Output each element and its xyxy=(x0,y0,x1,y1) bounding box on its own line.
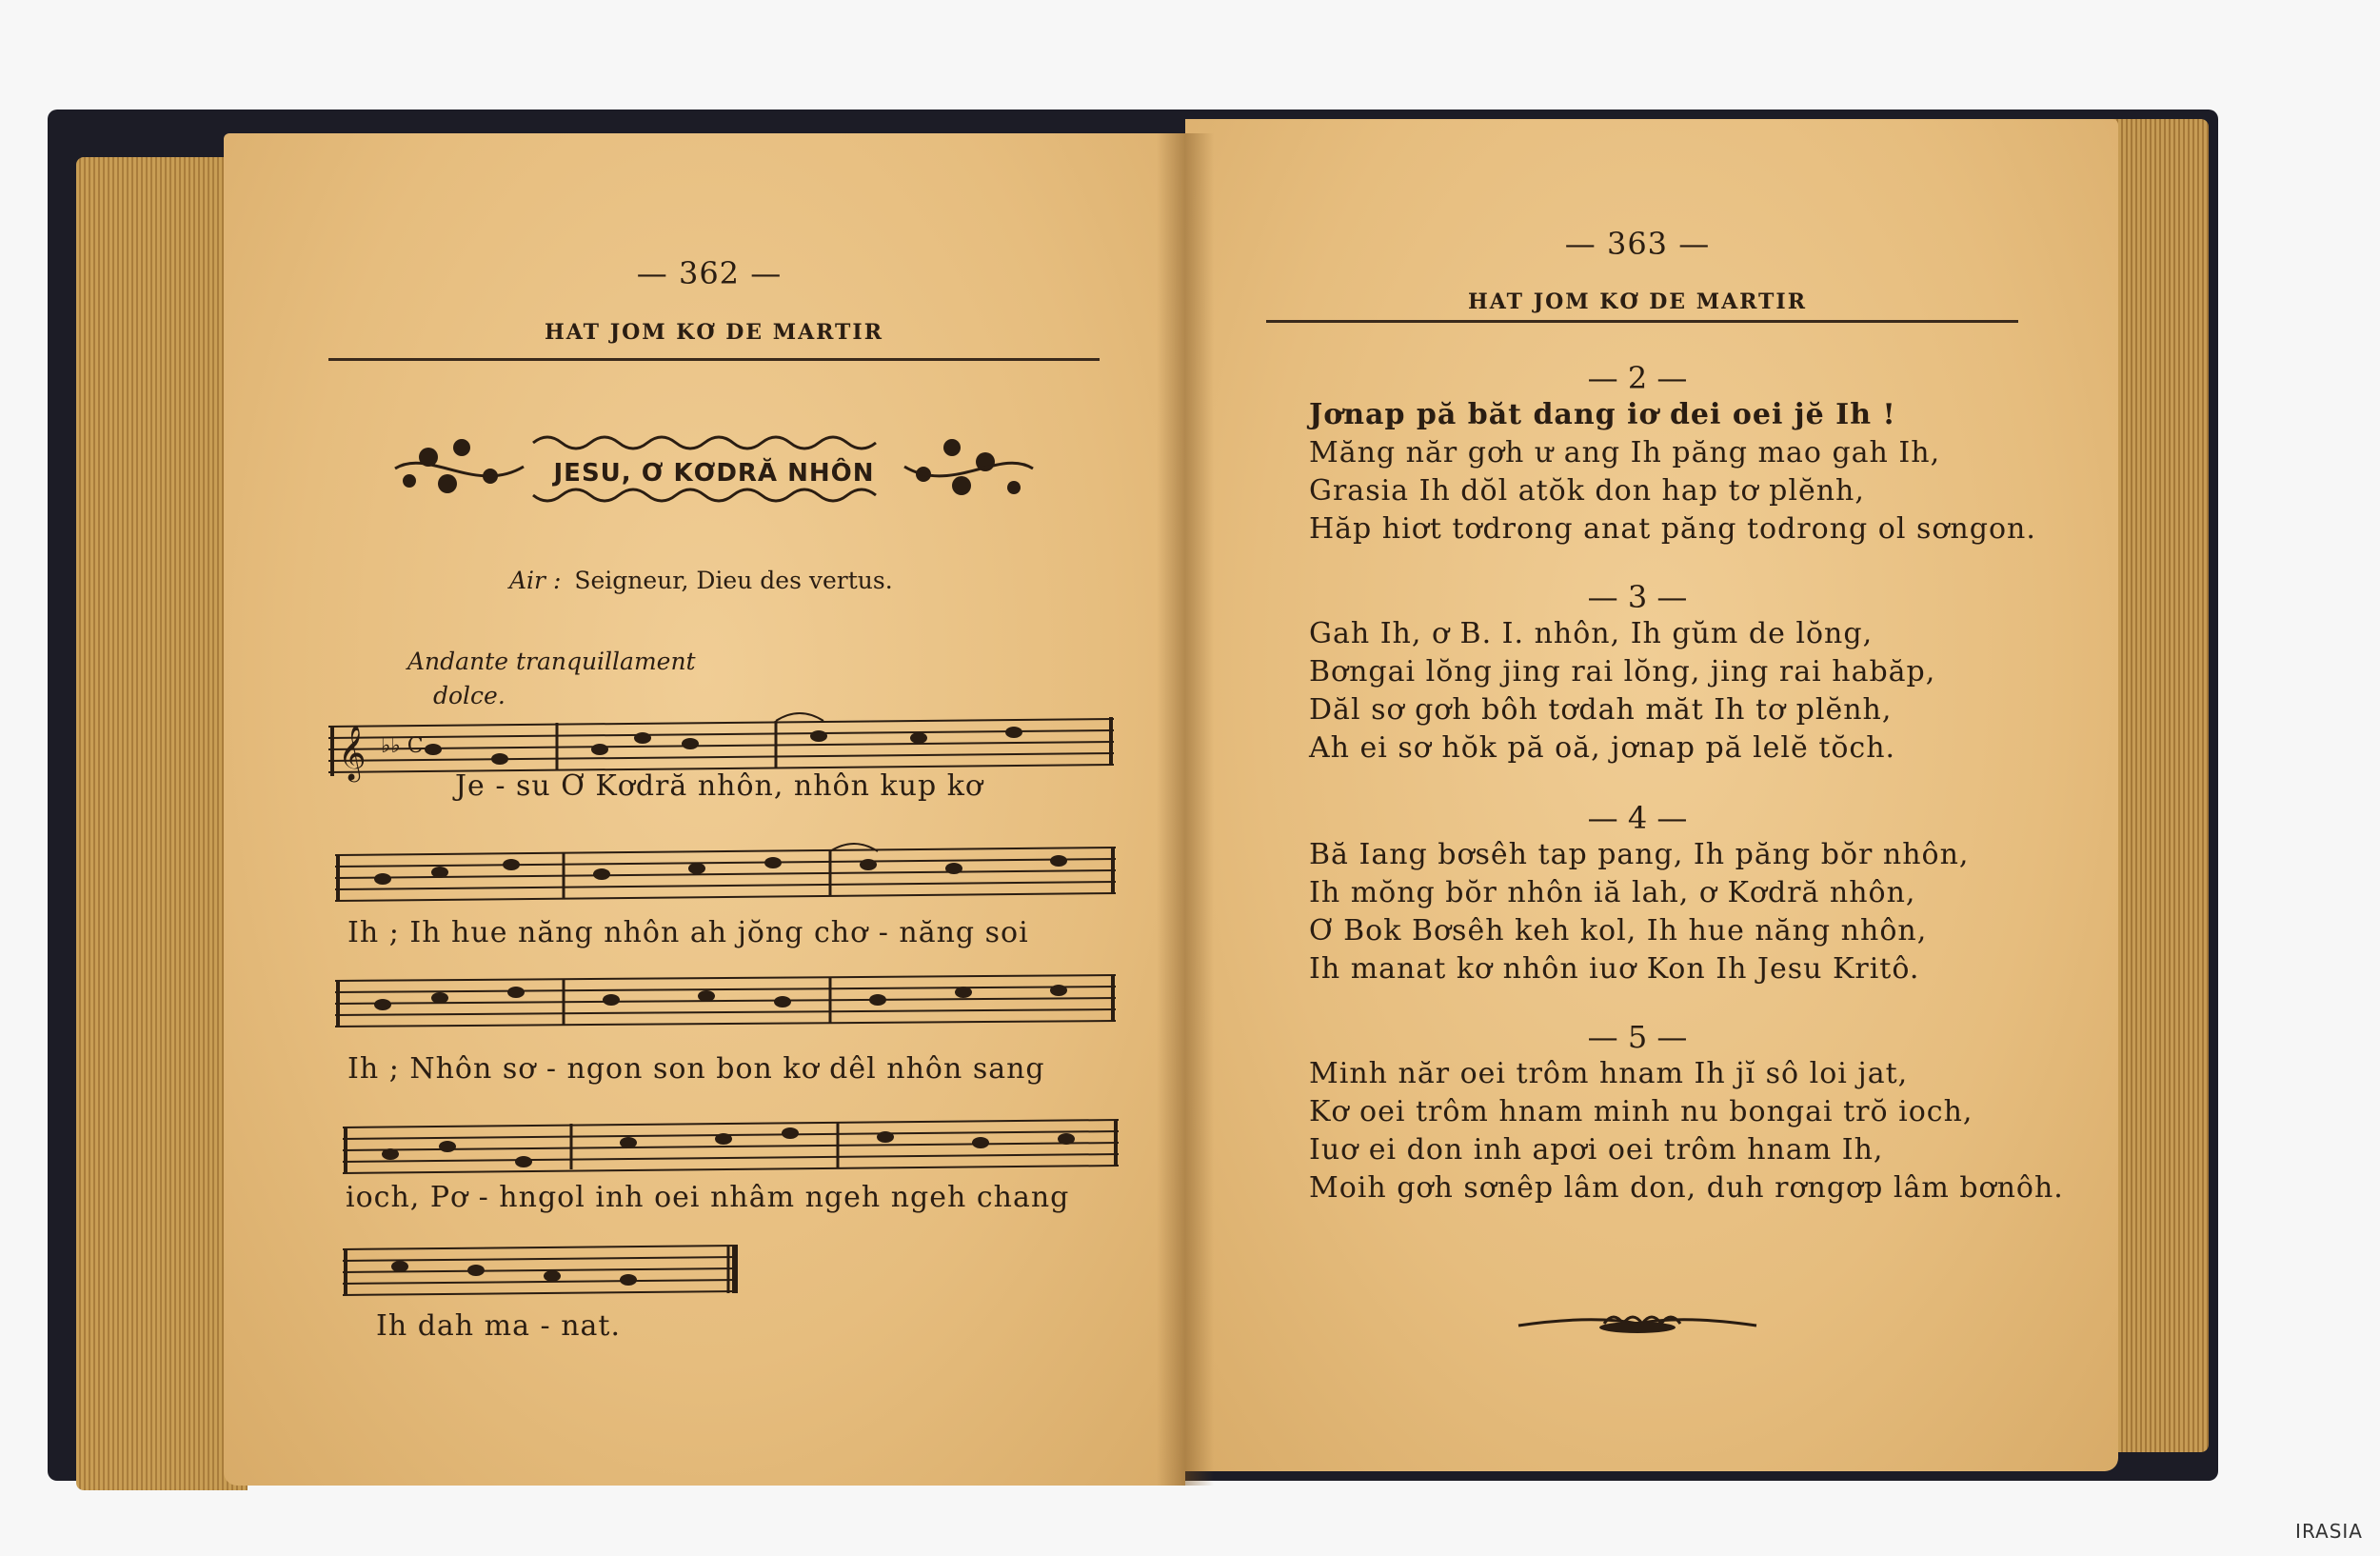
lyric-line-3: Ih ; Nhôn sơ - ngon son bon kơ dêl nhôn sang xyxy=(347,1052,1045,1086)
tailpiece-ornament xyxy=(1514,1305,1761,1343)
verse-line: Kơ oei trôm hnam minh nu bongai trŏ ioch, xyxy=(1309,1095,1973,1128)
verse-line: Ih mŏng bŏr nhôn iă lah, ơ Kơdră nhôn, xyxy=(1309,876,1916,909)
irasia-watermark: IRASIA xyxy=(2295,1520,2363,1543)
stanza-number-2: — 2 — xyxy=(1587,360,1688,396)
air-value: Seigneur, Dieu des vertus. xyxy=(574,567,893,594)
verse-line: Moih gơh sơnêp lâm don, duh rơngơp lâm bơnôh. xyxy=(1309,1171,2064,1205)
verse-line: Măng năr gơh ư ang Ih păng mao gah Ih, xyxy=(1309,436,1941,469)
lyric-line-1: Je - su Ơ Kơdră nhôn, nhôn kup kơ xyxy=(455,769,983,803)
song-title: JESU, Ơ KƠDRĂ NHÔN xyxy=(553,459,875,488)
air-line xyxy=(509,567,893,594)
verse-line: Gah Ih, ơ B. I. nhôn, Ih gŭm de lŏng, xyxy=(1309,617,1874,650)
verse-line: Ih manat kơ nhôn iuơ Kon Ih Jesu Kritô. xyxy=(1309,952,1920,986)
music-staff-2 xyxy=(335,836,1116,912)
lyric-line-2: Ih ; Ih hue năng nhôn ah jŏng chơ - năng soi xyxy=(347,916,1029,949)
verse-line: Bơngai lŏng jing rai lŏng, jing rai habăp, xyxy=(1309,655,1936,688)
right-header-rule xyxy=(1266,320,2018,323)
tempo-marking-1: Andante tranquillament xyxy=(407,648,696,675)
page-edges-left xyxy=(76,157,248,1490)
right-running-header: HAT JOM KƠ DE MARTIR xyxy=(1468,289,1807,314)
lyric-line-4: ioch, Pơ - hngol inh oei nhâm ngeh ngeh chang xyxy=(346,1181,1070,1214)
music-staff-3 xyxy=(335,962,1116,1038)
lyric-line-5: Ih dah ma - nat. xyxy=(376,1309,621,1343)
stanza-number-3: — 3 — xyxy=(1587,579,1688,615)
right-page-number: — 363 — xyxy=(1564,226,1711,262)
verse-line: Minh năr oei trôm hnam Ih jĭ sô loi jat, xyxy=(1309,1057,1909,1090)
stanza-number-4: — 4 — xyxy=(1587,800,1688,836)
music-staff-4 xyxy=(343,1105,1119,1181)
svg-text:𝄞: 𝄞 xyxy=(338,725,367,780)
stanza-number-5: — 5 — xyxy=(1587,1019,1688,1055)
verse-line: Bă Iang bơsêh tap pang, Ih păng bŏr nhôn, xyxy=(1309,838,1970,871)
left-running-header: HAT JOM KƠ DE MARTIR xyxy=(545,320,883,345)
svg-text:♭♭ C: ♭♭ C xyxy=(381,734,424,758)
air-label: Air : xyxy=(509,567,562,594)
verse-line: Ơ Bok Bơsêh keh kol, Ih hue năng nhôn, xyxy=(1309,914,1928,948)
left-page-number: — 362 — xyxy=(636,255,783,291)
verse-line: Dăl sơ gơh bôh tơdah măt Ih tơ plĕnh, xyxy=(1309,693,1893,727)
verse-line: Ah ei sơ hŏk pă oă, jơnap pă lelĕ tŏch. xyxy=(1309,731,1896,765)
verse-line: Jơnap pă băt dang iơ dei oei jĕ Ih ! xyxy=(1309,398,1896,431)
verse-line: Grasia Ih dŏl atŏk don hap tơ plĕnh, xyxy=(1309,474,1865,508)
tempo-marking-2: dolce. xyxy=(433,682,506,709)
music-staff-5 xyxy=(343,1238,738,1309)
book-gutter xyxy=(1157,133,1214,1486)
left-header-rule xyxy=(328,358,1100,361)
verse-line: Iuơ ei don inh apơi oei trôm hnam Ih, xyxy=(1309,1133,1884,1167)
verse-line: Hăp hiơt tơdrong anat păng todrong ol sơngon. xyxy=(1309,512,2036,546)
